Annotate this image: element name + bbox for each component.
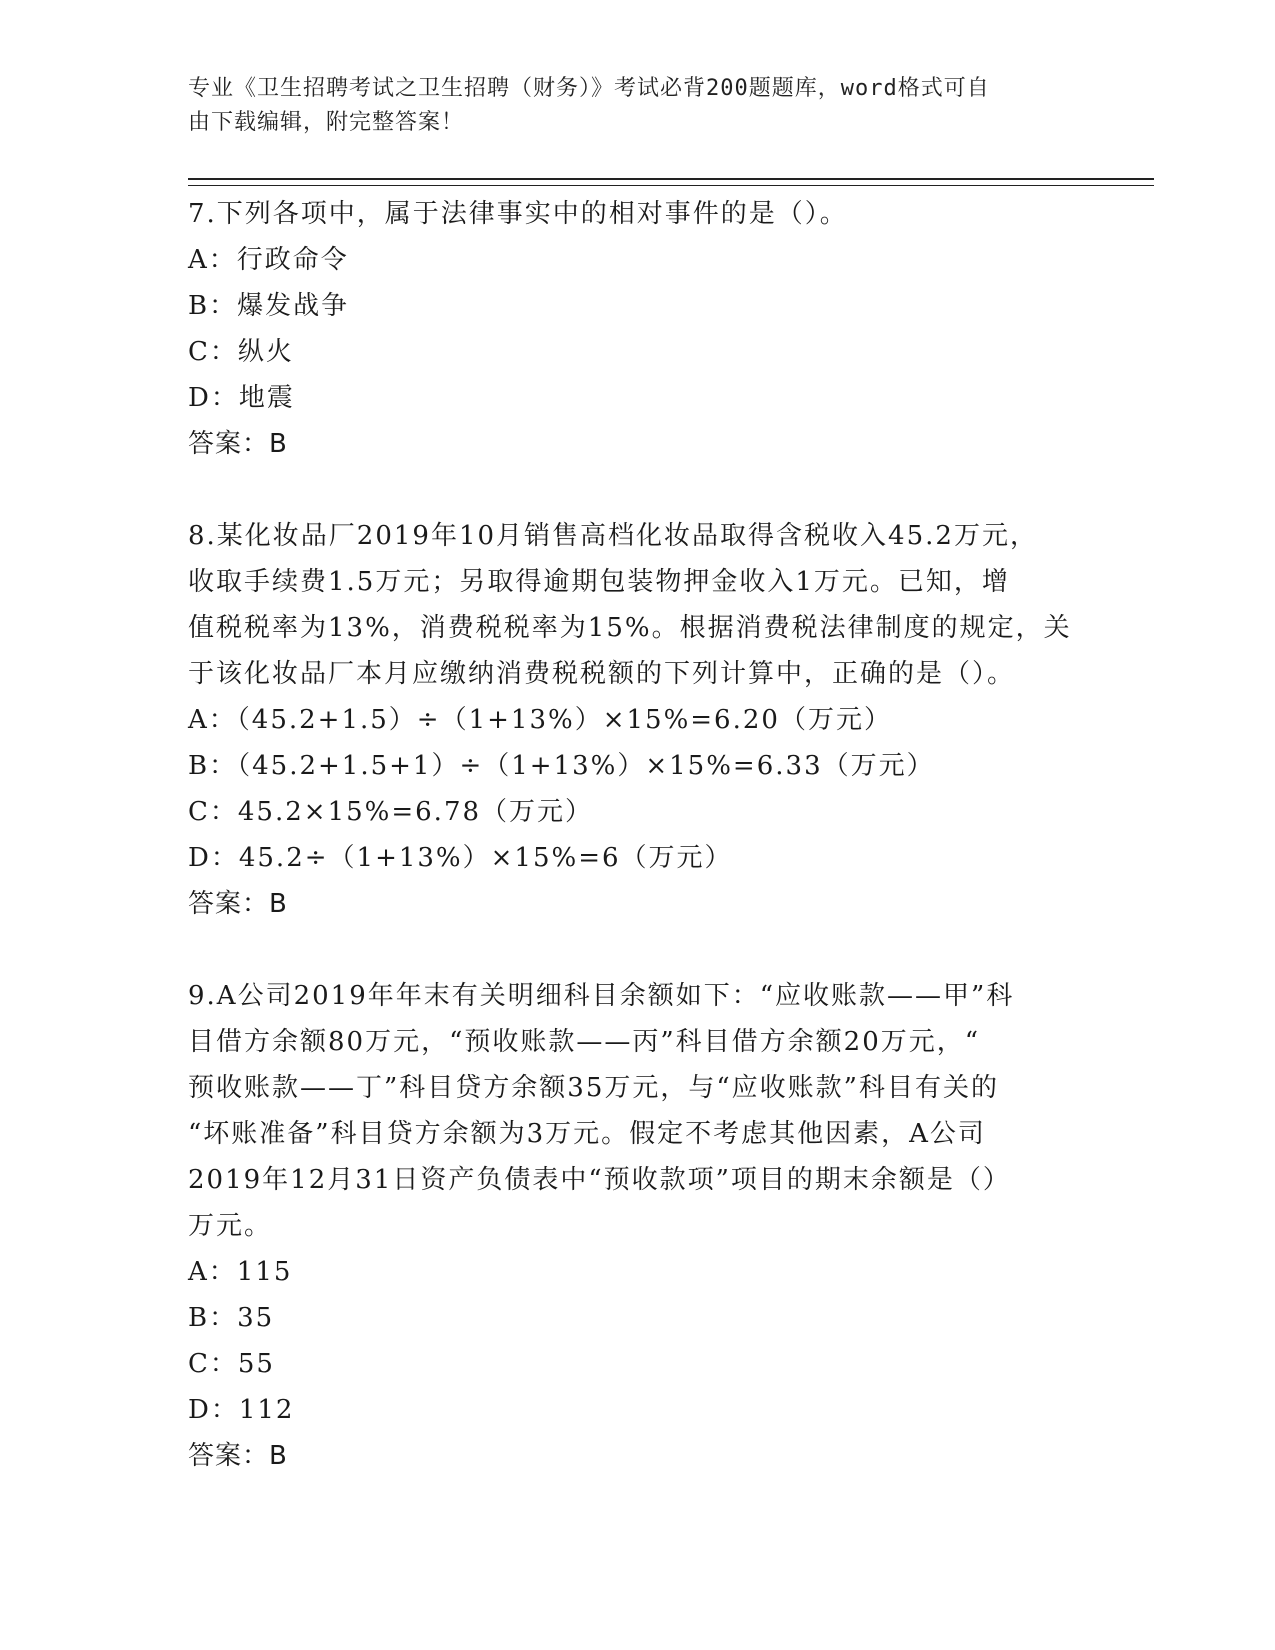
- intro-line: 专业《卫生招聘考试之卫生招聘（财务）》考试必背200题题库，word格式可自: [188, 76, 990, 101]
- option-a: A：（45.2+1.5）÷（1+13%）×15%=6.20（万元）: [188, 705, 892, 735]
- header-divider-thin: [188, 185, 1154, 186]
- option-b: B：（45.2+1.5+1）÷（1+13%）×15%=6.33（万元）: [188, 751, 935, 781]
- question-stem: 收取手续费1.5万元；另取得逾期包装物押金收入1万元。已知，增: [188, 567, 1010, 597]
- option-c: C：55: [188, 1349, 275, 1379]
- question-list: [188, 191, 1088, 1479]
- question-stem: 8.某化妆品厂2019年10月销售高档化妆品取得含税收入45.2万元，: [188, 521, 1038, 551]
- question-stem: 7.下列各项中，属于法律事实中的相对事件的是（）。: [188, 199, 848, 229]
- option-a: A：行政命令: [188, 245, 349, 275]
- option-a: A：115: [188, 1257, 293, 1287]
- answer-line: 答案：B: [188, 1441, 288, 1471]
- question-stem: 值税税率为13%，消费税税率为15%。根据消费税法律制度的规定，关: [188, 613, 1072, 643]
- option-d: D：45.2÷（1+13%）×15%=6（万元）: [188, 843, 733, 873]
- question-9: [188, 973, 1088, 1479]
- header-divider: [188, 178, 1154, 180]
- spacer: [188, 467, 1088, 513]
- spacer: [188, 927, 1088, 973]
- question-stem: 万元。: [188, 1211, 273, 1241]
- question-stem: 目借方余额80万元，“预收账款——丙”科目借方余额20万元，“: [188, 1027, 981, 1057]
- question-stem: “坏账准备”科目贷方余额为3万元。假定不考虑其他因素，A公司: [188, 1119, 986, 1149]
- question-7: [188, 191, 1088, 467]
- option-c: C：纵火: [188, 337, 294, 367]
- option-b: B：35: [188, 1303, 275, 1333]
- question-stem: 于该化妆品厂本月应缴纳消费税税额的下列计算中，正确的是（）。: [188, 659, 1016, 689]
- document-intro: [188, 72, 1078, 140]
- option-c: C：45.2×15%=6.78（万元）: [188, 797, 594, 827]
- intro-line: 由下载编辑，附完整答案！: [188, 110, 465, 135]
- question-8: [188, 513, 1088, 927]
- option-d: D：112: [188, 1395, 295, 1425]
- option-b: B：爆发战争: [188, 291, 350, 321]
- answer-line: 答案：B: [188, 889, 288, 919]
- option-d: D：地震: [188, 383, 295, 413]
- question-stem: 9.A公司2019年年末有关明细科目余额如下：“应收账款——甲”科: [188, 981, 1015, 1011]
- answer-line: 答案：B: [188, 429, 288, 459]
- question-stem: 预收账款——丁”科目贷方余额35万元，与“应收账款”科目有关的: [188, 1073, 999, 1103]
- question-stem: 2019年12月31日资产负债表中“预收款项”项目的期末余额是（）: [188, 1165, 1011, 1195]
